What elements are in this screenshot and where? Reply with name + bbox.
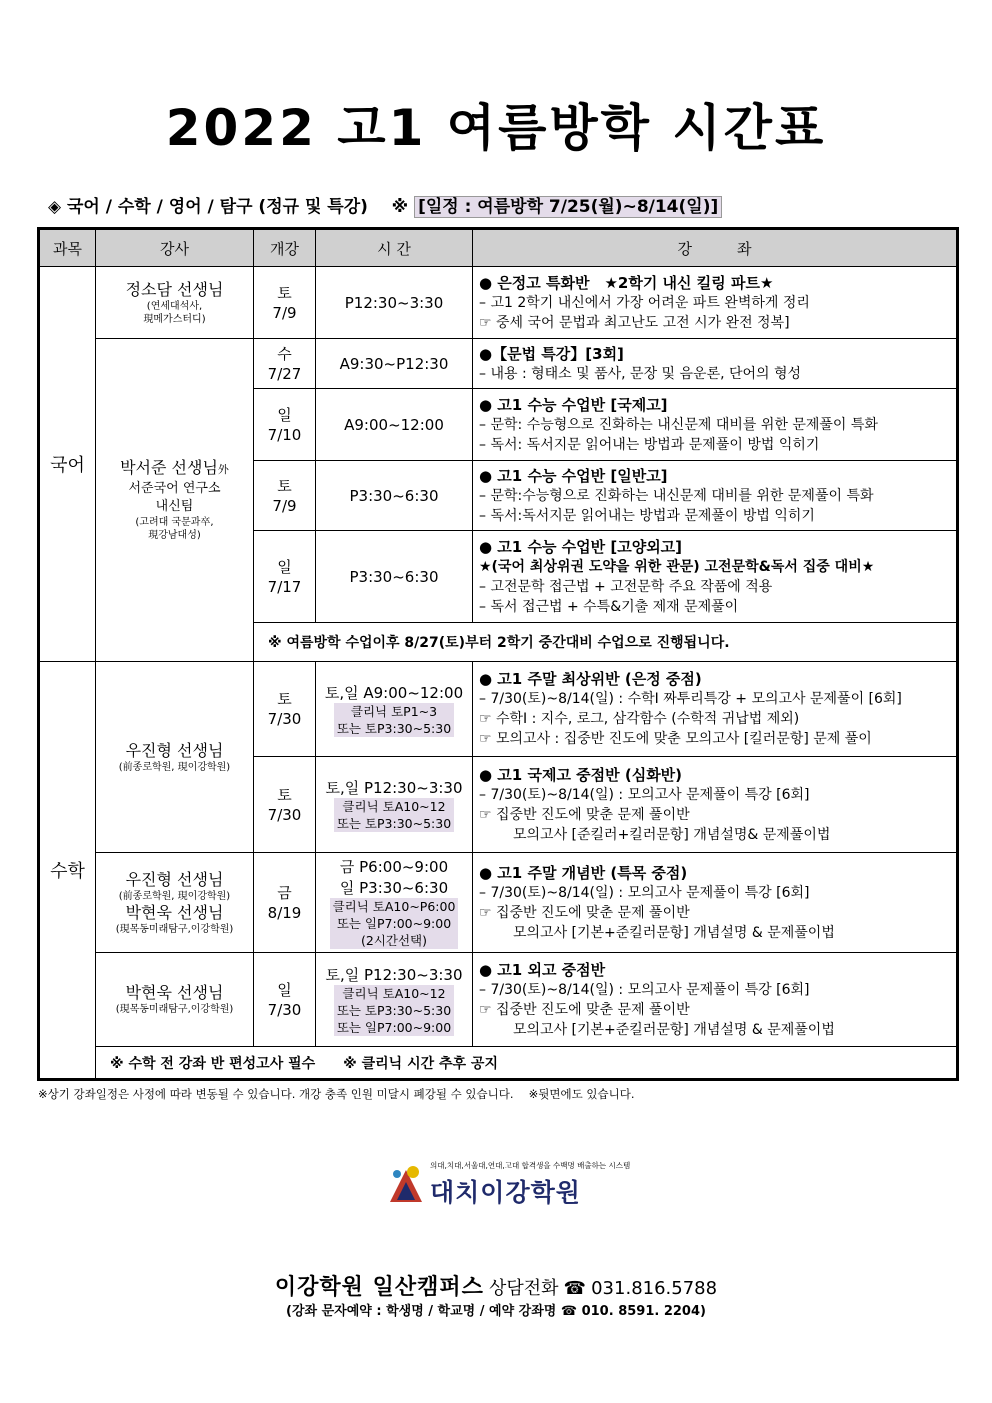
header-time: 시 간 [316, 230, 473, 267]
teacher-name [96, 458, 253, 480]
footnote: ※상기 강좌일정은 사정에 따라 변동될 수 있습니다. 개강 충족 인원 미달시 폐강될 수 있습니다. ※뒷면에도 있습니다. [38, 1087, 635, 1101]
teacher-career: (고려대 국문과卒, [135, 517, 214, 528]
teacher-career: (現목동미래탐구,이강학원) [115, 923, 234, 935]
logo-tagline: 의대,치대,서울대,연대,고대 합격생을 수백명 배출하는 시스템 [430, 1161, 631, 1170]
teacher-career: (연세대석사, [146, 300, 203, 312]
start-date: 7/30 [267, 805, 302, 824]
course-line: ☞ 집중반 진도에 맞춘 문제 풀이반 [479, 1001, 690, 1018]
teacher-career: (前종로학원, 現이강학원) [118, 761, 231, 773]
start-day: 토 [277, 785, 292, 804]
start-cell [254, 339, 316, 389]
start-date: 7/30 [267, 1000, 302, 1019]
course-title: ● 고1 주말 최상위반 (은정 중점) [479, 670, 702, 688]
clinic-line: 또는 일P7:00~9:00 [336, 916, 452, 931]
course-line: – 고1 2학기 내신에서 가장 어려운 파트 완벽하게 정리 [479, 294, 810, 311]
teacher-cell [96, 953, 254, 1047]
teacher-team: 내신팀 [155, 499, 194, 514]
course-line: – 독서: 독서지문 읽어내는 방법과 문제풀이 방법 익히기 [479, 436, 820, 453]
course-cell [473, 461, 957, 531]
course-line: – 독서:독서지문 읽어내는 방법과 문제풀이 방법 익히기 [479, 507, 815, 524]
teacher-name: 정소담 선생님 [125, 279, 224, 299]
phone-icon: ☎ [563, 1278, 587, 1299]
header-teacher: 강사 [96, 230, 254, 267]
table-row [40, 339, 957, 389]
course-line: – 문학:수능형으로 진화하는 내신문제 대비를 위한 문제풀이 특화 [479, 487, 874, 504]
start-date: 7/9 [272, 496, 297, 515]
timetable [37, 227, 959, 1081]
start-day: 토 [277, 283, 292, 302]
start-cell [254, 267, 316, 339]
time-main: 토,일 P12:30~3:30 [325, 779, 463, 797]
time-main: 토,일 A9:00~12:00 [324, 683, 464, 702]
start-day: 토 [277, 476, 292, 495]
teacher-name: 우진형 선생님 [125, 740, 224, 760]
start-cell [254, 662, 316, 757]
course-cell [473, 953, 957, 1047]
start-day: 수 [277, 344, 292, 363]
time-cell [316, 853, 473, 953]
clinic-badge [330, 898, 459, 949]
teacher-cell [96, 339, 254, 662]
schedule-badge: [일정 : 여름방학 7/25(월)~8/14(일)] [414, 196, 722, 218]
start-cell [254, 461, 316, 531]
start-cell [254, 531, 316, 623]
course-cell [473, 853, 957, 953]
time-main: 금 P6:00~9:00 [339, 858, 449, 876]
table-row [40, 267, 957, 339]
course-title: ● 고1 수능 수업반 [국제고] [479, 395, 668, 414]
math-note: ※ 수학 전 강좌 반 편성고사 필수 ※ 클리닉 시간 추후 공지 [96, 1047, 957, 1079]
start-cell [254, 389, 316, 461]
start-date: 7/30 [267, 710, 302, 728]
course-line: – 내용 : 형태소 및 품사, 문장 및 음운론, 단어의 형성 [479, 365, 802, 382]
clinic-line: 또는 토P3:30~5:30 [336, 816, 452, 831]
logo-name: 대치이강학원 [430, 1178, 581, 1207]
course-cell [473, 662, 957, 757]
course-line: ☞ 집중반 진도에 맞춘 문제 풀이반 [479, 904, 690, 921]
clinic-line: 클리닉 토A10~P6:00 [332, 899, 456, 914]
reference-mark: ※ [391, 197, 409, 217]
teacher-team: 서준국어 연구소 [128, 481, 221, 496]
table-row [40, 853, 957, 953]
course-cell [473, 339, 957, 389]
clinic-badge [334, 798, 454, 832]
page-title: 2022 고1 여름방학 시간표 [165, 99, 827, 157]
clinic-line: 클리닉 토A10~12 [342, 799, 446, 814]
teacher-name: 우진형 선생님 [125, 869, 224, 889]
course-line: 모의고사 [준킬러+킬러문항] 개념설명& 문제풀이법 [513, 826, 831, 843]
header-course: 강 좌 [473, 230, 957, 267]
time-cell [316, 757, 473, 853]
phone-number: 031.816.5788 [591, 1278, 718, 1299]
start-day: 금 [277, 883, 292, 902]
subject-math: 수학 [40, 662, 96, 1079]
course-line: – 7/30(토)~8/14(일) : 모의고사 문제풀이 특강 [6회] [479, 981, 810, 998]
start-day: 일 [277, 980, 292, 999]
course-line: ☞ 집중반 진도에 맞춘 문제 풀이반 [479, 806, 690, 823]
course-title: ● 고1 수능 수업반 [일반고] [479, 466, 668, 485]
course-title: ● 고1 주말 개념반 (특목 중점) [479, 863, 688, 882]
teacher-name-text: 박서준 선생님 [120, 458, 218, 477]
start-day: 일 [277, 557, 292, 576]
course-line: – 7/30(토)~8/14(일) : 수학Ⅰ 짜투리특강 + 모의고사 문제풀이 [6회] [479, 691, 902, 707]
course-title: ● 고1 국제고 중점반 (심화반) [479, 765, 683, 784]
start-day: 일 [277, 405, 292, 424]
time-cell: P12:30~3:30 [316, 267, 473, 339]
header-subject: 과목 [40, 230, 96, 267]
teacher-name: 박현욱 선생님 [125, 902, 224, 922]
start-date: 7/17 [267, 577, 302, 596]
start-date: 7/10 [267, 425, 302, 444]
course-line: ☞ 모의고사 : 집중반 진도에 맞춘 모의고사 [킬러문항] 문제 풀이 [479, 731, 872, 747]
clinic-line: 또는 토P3:30~5:30 [336, 1002, 452, 1018]
table-row [40, 662, 957, 757]
course-line: ☞ 수학Ⅰ : 지수, 로그, 삼각함수 (수학적 귀납법 제외) [479, 711, 800, 727]
time-cell: P3:30~6:30 [316, 461, 473, 531]
teacher-cell [96, 662, 254, 853]
teacher-name: 박현욱 선생님 [125, 983, 224, 1002]
teacher-career: 現메가스터디) [143, 313, 206, 325]
teacher-career: 現강남대성) [148, 530, 201, 541]
clinic-badge [334, 985, 454, 1036]
time-main: 일 P3:30~6:30 [339, 879, 449, 897]
start-date: 7/27 [267, 364, 302, 383]
clinic-line: 또는 토P3:30~5:30 [336, 720, 452, 736]
time-cell [316, 662, 473, 757]
time-cell: P3:30~6:30 [316, 531, 473, 623]
course-cell [473, 389, 957, 461]
clinic-line: 클리닉 토P1~3 [350, 703, 438, 719]
clinic-line: 또는 일P7:00~9:00 [336, 1019, 452, 1035]
course-line: 모의고사 [기본+준킬러문항] 개념설명 & 문제풀이법 [513, 1021, 835, 1038]
time-main: 토,일 P12:30~3:30 [325, 965, 463, 984]
start-date: 7/9 [272, 303, 297, 322]
start-cell [254, 953, 316, 1047]
table-row [40, 953, 957, 1047]
teacher-suffix: 外 [217, 463, 229, 476]
clinic-line: 클리닉 토A10~12 [342, 985, 446, 1001]
campus-contact [0, 1270, 992, 1301]
start-cell [254, 757, 316, 853]
course-cell [473, 267, 957, 339]
time-cell [316, 953, 473, 1047]
course-cell [473, 757, 957, 853]
logo-icon [386, 1164, 426, 1208]
course-title: ● 고1 수능 수업반 [고양외고] [479, 537, 683, 556]
course-title: ● 은정고 특화반 ★2학기 내신 킬링 파트★ [479, 273, 774, 292]
clinic-line: (2시간선택) [360, 933, 427, 948]
time-cell: A9:30~P12:30 [316, 339, 473, 389]
time-cell: A9:00~12:00 [316, 389, 473, 461]
korean-note: ※ 여름방학 수업이후 8/27(토)부터 2학기 중간대비 수업으로 진행됩니다. [254, 623, 957, 662]
table-row [40, 1047, 957, 1079]
course-title: ● 고1 외고 중점반 [479, 960, 606, 979]
course-title: ●【문법 특강】[3회] [479, 344, 624, 363]
academy-logo [384, 1160, 634, 1210]
subject-korean: 국어 [40, 267, 96, 662]
course-line: ★(국어 최상위권 도약을 위한 관문) 고전문학&독서 집중 대비★ [479, 558, 875, 575]
teacher-career: (現목동미래탐구,이강학원) [115, 1004, 234, 1015]
course-line: ☞ 중세 국어 문법과 최고난도 고전 시가 완전 정복] [479, 314, 790, 331]
start-cell [254, 853, 316, 953]
teacher-career: (前종로학원, 現이강학원) [118, 890, 231, 902]
header-row [40, 230, 957, 267]
subject-list: ◈ 국어 / 수학 / 영어 / 탐구 (정규 및 특강) [48, 197, 368, 217]
course-line: 모의고사 [기본+준킬러문항] 개념설명 & 문제풀이법 [513, 924, 835, 941]
course-line: – 독서 접근법 + 수특&기출 제재 문제풀이 [479, 598, 739, 615]
reservation-info: (강좌 문자예약 : 학생명 / 학교명 / 예약 강좌명 ☎ 010. 8591. 2204) [286, 1304, 706, 1319]
course-line: – 고전문학 접근법 + 고전문학 주요 작품에 적용 [479, 578, 773, 595]
subject-summary [48, 192, 722, 217]
teacher-cell [96, 267, 254, 339]
course-line: – 7/30(토)~8/14(일) : 모의고사 문제풀이 특강 [6회] [479, 786, 810, 803]
clinic-badge [334, 703, 454, 737]
start-day: 토 [277, 690, 292, 708]
campus-name: 이강학원 일산캠퍼스 [274, 1275, 484, 1300]
course-cell [473, 531, 957, 623]
course-line: – 7/30(토)~8/14(일) : 모의고사 문제풀이 특강 [6회] [479, 884, 810, 901]
teacher-cell [96, 853, 254, 953]
header-start: 개강 [254, 230, 316, 267]
course-line: – 문학: 수능형으로 진화하는 내신문제 대비를 위한 문제풀이 특화 [479, 416, 878, 433]
phone-label: 상담전화 [488, 1278, 559, 1299]
start-date: 8/19 [267, 903, 302, 922]
